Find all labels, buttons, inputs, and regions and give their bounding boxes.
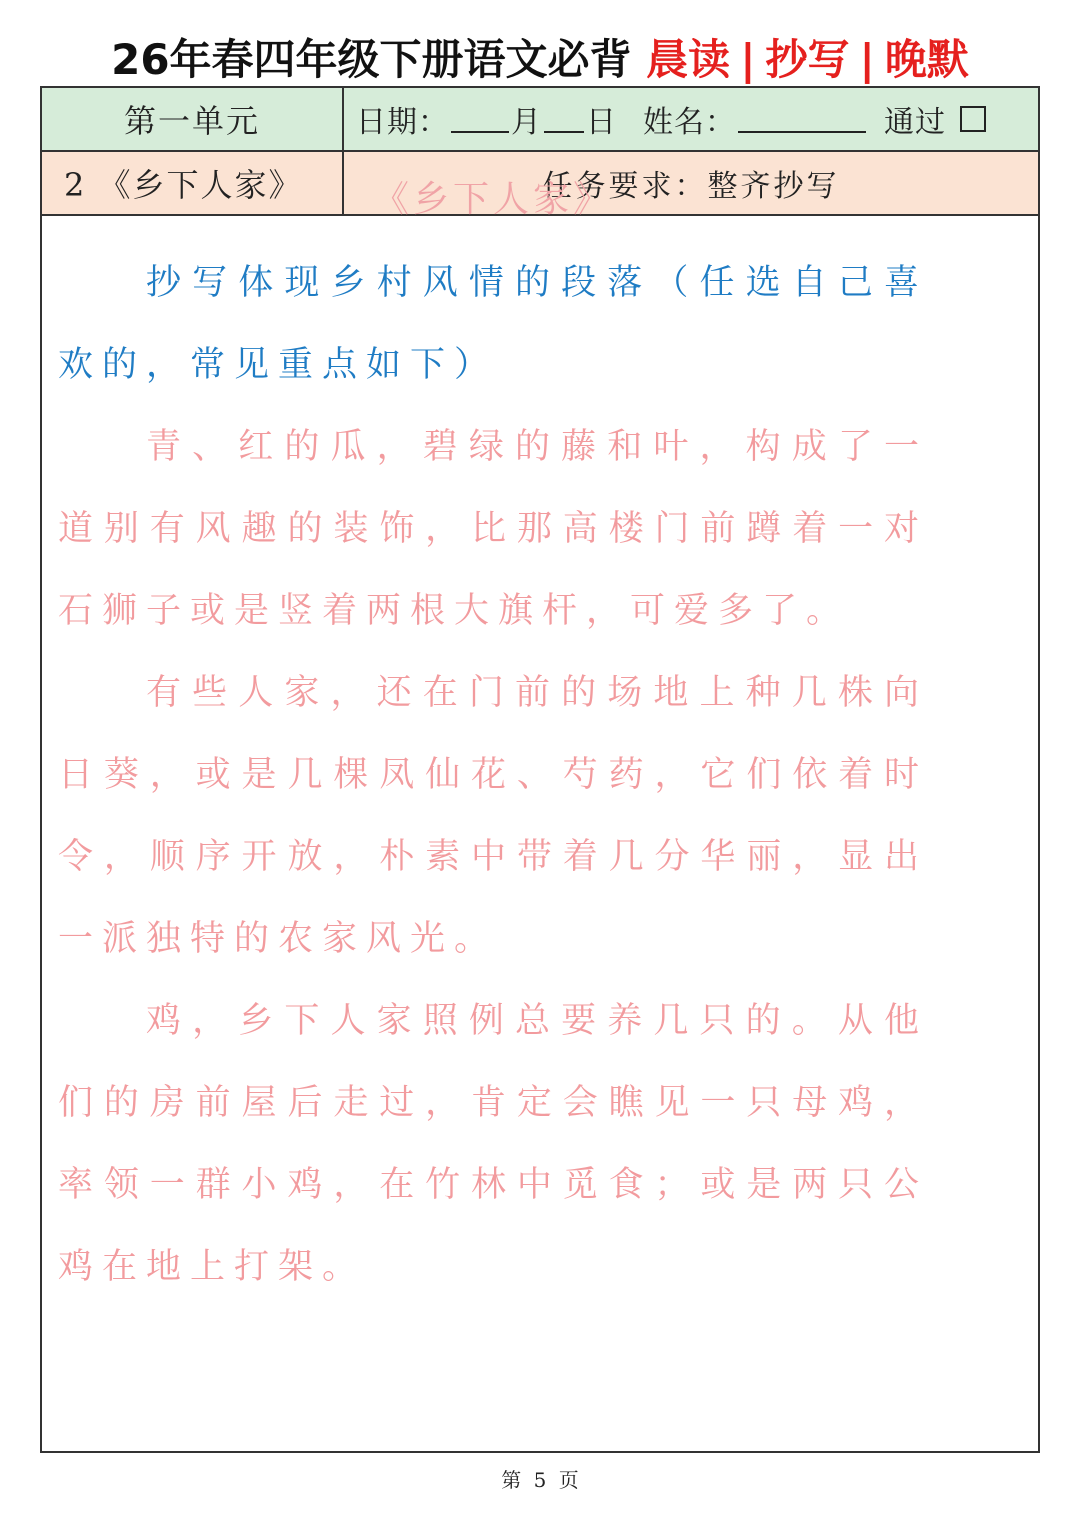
lesson-label: 2 《乡下人家》	[42, 152, 344, 214]
page-number: 第 5 页	[501, 1468, 579, 1492]
copy-content	[58, 170, 928, 1308]
poem-title: 《乡下人家》	[372, 179, 613, 220]
day-label: 日	[586, 105, 617, 140]
title-tag-morning-reading: 晨读	[646, 35, 731, 84]
title-main: 26年春四年级下册语文必背	[111, 35, 632, 84]
pass-label: 通过	[884, 105, 946, 140]
pass-checkbox[interactable]	[960, 106, 986, 132]
task-requirement: 任务要求：整齐抄写	[542, 169, 840, 204]
page-title	[0, 28, 1080, 92]
month-blank[interactable]	[451, 105, 509, 133]
title-separator: |	[859, 35, 875, 84]
month-label: 月	[511, 105, 542, 140]
copy-paragraph: 青、红的瓜，碧绿的藤和叶，构成了一道别有风趣的装饰，比那高楼门前蹲着一对石狮子或是竖着两根大旗杆，可爱多了。	[58, 427, 928, 631]
name-label: 姓名：	[643, 105, 736, 140]
title-tag-copying: 抄写	[765, 35, 850, 84]
date-name-line	[344, 88, 1038, 150]
date-label: 日期：	[356, 105, 449, 140]
name-blank[interactable]	[738, 105, 866, 133]
instruction-text: 抄写体现乡村风情的段落（任选自己喜欢的，常见重点如下）	[58, 263, 928, 385]
unit-label: 第一单元	[42, 88, 344, 150]
day-blank[interactable]	[544, 105, 584, 133]
copy-paragraph: 有些人家，还在门前的场地上种几株向日葵，或是几棵凤仙花、芍药，它们依着时令，顺序开放，朴素中带着几分华丽，显出一派独特的农家风光。	[58, 673, 928, 959]
info-row-top	[42, 88, 1038, 152]
title-tag-evening-dictation: 晚默	[884, 35, 969, 84]
copy-paragraph: 鸡，乡下人家照例总要养几只的。从他们的房前屋后走过，肯定会瞧见一只母鸡，率领一群小鸡，在竹林中觅食；或是两只公鸡在地上打架。	[58, 1001, 928, 1287]
title-separator: |	[740, 35, 756, 84]
